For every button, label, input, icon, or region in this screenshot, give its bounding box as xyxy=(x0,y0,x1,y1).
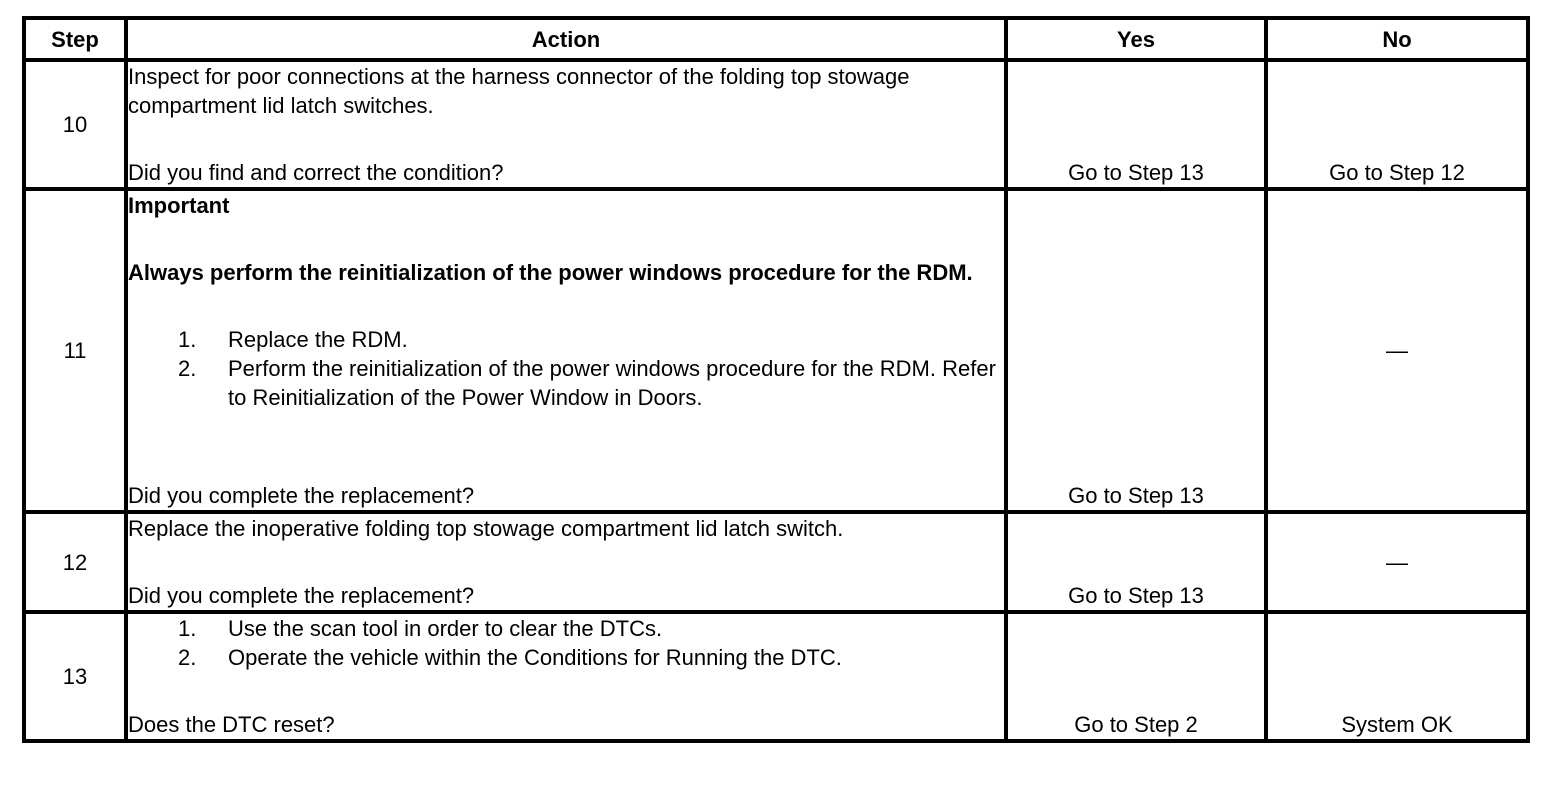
list-text: Use the scan tool in order to clear the DTCs. xyxy=(228,616,663,641)
list-text: Perform the reinitialization of the power windows procedure for the RDM. Refer to Reinitialization of the Power Window in Doors. xyxy=(228,356,996,410)
table-row-step-11 xyxy=(24,189,1528,512)
list-number: 2. xyxy=(178,645,197,670)
yes-result: Go to Step 13 xyxy=(1006,189,1266,512)
no-result: System OK xyxy=(1266,612,1528,741)
question-text: Did you find and correct the condition? xyxy=(128,160,504,185)
procedure-list xyxy=(128,325,1004,412)
list-text: Replace the RDM. xyxy=(228,327,408,352)
yes-result: Go to Step 13 xyxy=(1006,60,1266,189)
step-number: 13 xyxy=(24,612,126,741)
list-number: 1. xyxy=(178,327,197,352)
instruction-text: Inspect for poor connections at the harness connector of the folding top stowage compartment lid latch switches. xyxy=(128,64,910,118)
header-yes: Yes xyxy=(1006,18,1266,60)
header-row xyxy=(24,18,1528,60)
instruction-text: Replace the inoperative folding top stowage compartment lid latch switch. xyxy=(128,516,844,541)
header-action: Action xyxy=(126,18,1006,60)
table-row-step-10 xyxy=(24,60,1528,189)
list-item xyxy=(128,325,1004,354)
important-text: Always perform the reinitialization of the power windows procedure for the RDM. xyxy=(128,260,973,285)
list-text: Operate the vehicle within the Conditions for Running the DTC. xyxy=(228,645,842,670)
list-item xyxy=(128,354,1004,412)
question-text: Does the DTC reset? xyxy=(128,712,335,737)
yes-result: Go to Step 2 xyxy=(1006,612,1266,741)
procedure-list xyxy=(128,614,1004,672)
question-text: Did you complete the replacement? xyxy=(128,483,475,508)
list-number: 1. xyxy=(178,616,197,641)
table-row-step-12 xyxy=(24,512,1528,612)
step-number: 10 xyxy=(24,60,126,189)
no-result: Go to Step 12 xyxy=(1266,60,1528,189)
header-no: No xyxy=(1266,18,1528,60)
no-result: — xyxy=(1266,512,1528,612)
header-step: Step xyxy=(24,18,126,60)
list-number: 2. xyxy=(178,356,197,381)
step-number: 12 xyxy=(24,512,126,612)
action-cell xyxy=(126,60,1006,189)
important-label: Important xyxy=(128,193,230,218)
action-cell xyxy=(126,189,1006,512)
table-row-step-13 xyxy=(24,612,1528,741)
question-text: Did you complete the replacement? xyxy=(128,583,475,608)
diagnostic-table xyxy=(22,16,1530,743)
action-cell xyxy=(126,512,1006,612)
step-number: 11 xyxy=(24,189,126,512)
action-cell xyxy=(126,612,1006,741)
no-result: — xyxy=(1266,189,1528,512)
important-notice xyxy=(128,191,1004,412)
yes-result: Go to Step 13 xyxy=(1006,512,1266,612)
list-item xyxy=(128,643,1004,672)
list-item xyxy=(128,614,1004,643)
